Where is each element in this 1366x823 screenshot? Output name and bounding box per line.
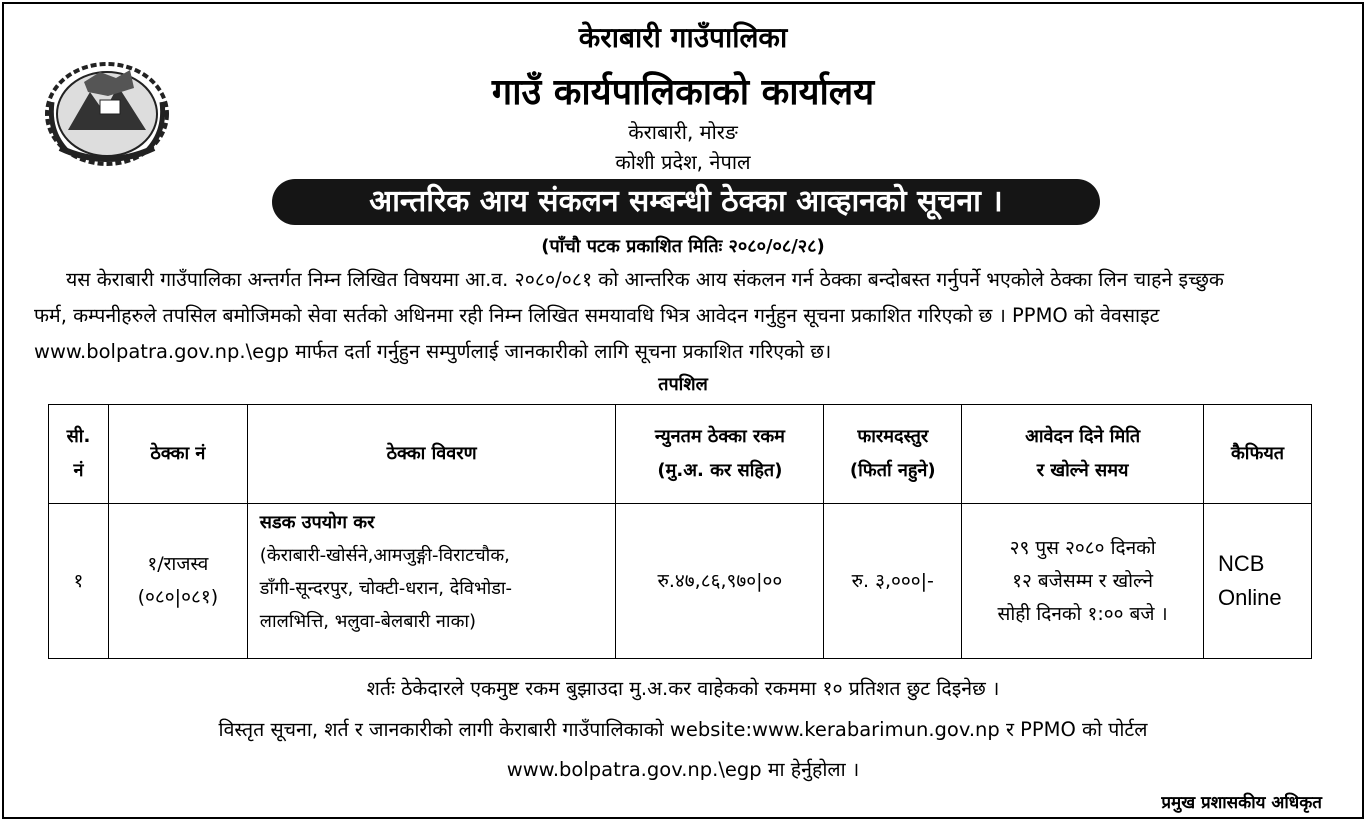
condition-text: शर्तः ठेकेदारले एकमुष्ट रकम बुझाउदा मु.अ.कर वाहेकको रकममा १० प्रतिशत छुट दिइनेछ । bbox=[366, 677, 1000, 700]
table-header-row bbox=[49, 405, 1312, 504]
address-line-1: केराबारी, मोरङ bbox=[628, 120, 738, 144]
cell-remarks: NCB Online bbox=[1203, 504, 1311, 659]
col-header-date: आवेदन दिने मिति र खोल्ने समय bbox=[962, 405, 1204, 504]
cell-fee: रु. ३,०००|- bbox=[824, 504, 962, 659]
cell-amount: रु.४७,८६,९७०|०० bbox=[616, 504, 824, 659]
intro-paragraph bbox=[34, 262, 1332, 370]
col-header-fee: फारमदस्तुर (फिर्ता नहुने) bbox=[824, 405, 962, 504]
info-paragraph bbox=[4, 710, 1362, 790]
intro-line: यस केराबारी गाउँपालिका अन्तर्गत निम्न लिखित विषयमा आ.व. २०८०/०८१ को आन्तरिक आय संकलन गर्न ठेक्का बन्दोबस्त गर्नुपर्ने भएकोले ठेक्का लिन चाहने इच्छुक bbox=[66, 268, 1224, 291]
cell-description: सडक उपयोग कर (केराबारी-खोर्सने,आमजुङ्गी-विराटचौक, डाँगी-सून्दरपुर, चोक्टी-धरान, देविभोडा- लालभित्ति, भलुवा-बेलबारी नाका) bbox=[247, 504, 616, 659]
tender-table bbox=[48, 404, 1312, 659]
info-line: www.bolpatra.gov.np.\egp मा हेर्नुहोला । bbox=[506, 758, 860, 781]
col-header-amount: न्युनतम ठेक्का रकम (मु.अ. कर सहित) bbox=[616, 405, 824, 504]
intro-line: फर्म, कम्पनीहरुले तपसिल बमोजिमको सेवा सर्तको अधिनमा रही निम्न लिखित समयावधि भित्र आवेदन गर्नुहुन सूचना प्रकाशित गरिएको छ । PPMO को वेवसाइट bbox=[34, 304, 1160, 327]
col-header-contract-no: ठेक्का नं bbox=[108, 405, 247, 504]
intro-line: www.bolpatra.gov.np.\egp मार्फत दर्ता गर्नुहुन सम्पुर्णलाई जानकारीको लागि सूचना प्रकाशित गरिएको छ। bbox=[34, 340, 832, 363]
info-line: विस्तृत सूचना, शर्त र जानकारीको लागी केराबारी गाउँपालिकाको website:www.kerabarimun.gov.np र PPMO को पोर्टल bbox=[218, 718, 1148, 741]
signature-title: प्रमुख प्रशासकीय अधिकृत bbox=[1161, 793, 1322, 813]
cell-contract-no: १/राजस्व (०८०|०८१) bbox=[108, 504, 247, 659]
publish-date: (पाँचौ पटक प्रकाशित मितिः २०८०/०८/२८) bbox=[541, 236, 825, 257]
col-header-description: ठेक्का विवरण bbox=[247, 405, 616, 504]
description-title: सडक उपयोग कर bbox=[259, 512, 375, 533]
cell-date: २९ पुस २०८० दिनको १२ बजेसम्म र खोल्ने सोही दिनको १:०० बजे । bbox=[962, 504, 1204, 659]
col-header-remarks: कैफियत bbox=[1203, 405, 1311, 504]
notice-title-banner: आन्तरिक आय संकलन सम्बन्धी ठेक्का आव्हानको सूचना । bbox=[272, 179, 1100, 225]
municipality-name: केराबारी गाउँपालिका bbox=[578, 21, 788, 54]
address-line-2: कोशी प्रदेश, नेपाल bbox=[615, 150, 751, 174]
table-row bbox=[49, 504, 1312, 659]
office-name: गाउँ कार्यपालिकाको कार्यालय bbox=[491, 72, 875, 113]
schedule-heading: तपशिल bbox=[658, 374, 708, 395]
col-header-sn: सी. नं bbox=[49, 405, 109, 504]
notice-page bbox=[2, 2, 1364, 819]
cell-sn: १ bbox=[49, 504, 109, 659]
